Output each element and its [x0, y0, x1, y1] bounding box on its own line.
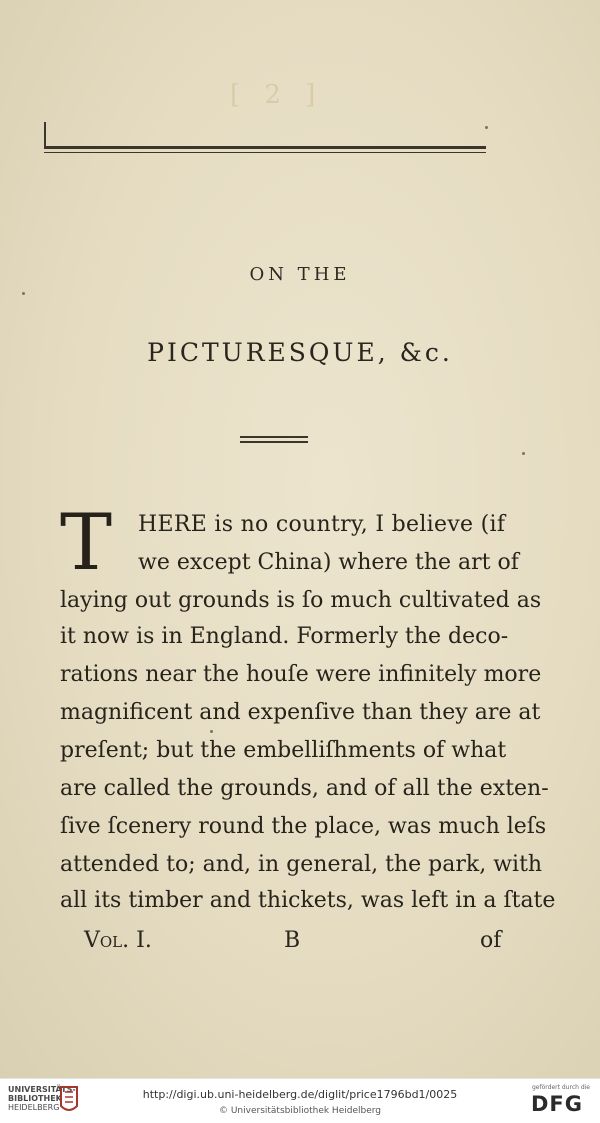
- catchword: of: [480, 928, 502, 953]
- dfg-logo: DFG: [531, 1092, 584, 1116]
- section-rule-bottom: [240, 441, 308, 443]
- body-line-first: HERE is no country, I believe (if: [138, 512, 506, 537]
- viewer-footer: [0, 1078, 600, 1123]
- section-rule-top: [240, 436, 308, 438]
- header-rule-thick: [44, 146, 486, 149]
- body-line: ſive ſcenery round the place, was much leſs: [60, 814, 547, 839]
- permalink[interactable]: http://digi.ub.uni-heidelberg.de/diglit/price1796bd1/0025: [142, 1088, 458, 1101]
- funding-note: gefördert durch die: [532, 1084, 590, 1091]
- copyright-notice: © Universitätsbibliothek Heidelberg: [218, 1106, 381, 1116]
- body-line: laying out grounds is ſo much cultivated as: [60, 588, 542, 613]
- library-name-line3: HEIDELBERG: [8, 1103, 60, 1112]
- speck: [485, 126, 488, 129]
- header-rule-thin: [44, 152, 486, 153]
- body-line: it now is in England. Formerly the deco-: [60, 624, 509, 649]
- speck: [210, 730, 213, 733]
- signature-volume: Vol. I.: [84, 928, 152, 953]
- faint-page-number-show-through: [ 2 ]: [230, 80, 324, 110]
- body-line: rations near the houſe were infinitely more: [60, 662, 542, 687]
- library-name-line2: BIBLIOTHEK: [8, 1094, 62, 1103]
- body-line: attended to; and, in general, the park, with: [60, 852, 543, 877]
- speck: [522, 452, 525, 455]
- body-line: preſent; but the embelliſhments of what: [60, 738, 507, 763]
- heading-picturesque: PICTURESQUE, &c.: [147, 338, 453, 367]
- signature-letter: B: [284, 928, 301, 953]
- body-line: are called the grounds, and of all the exten-: [60, 776, 549, 801]
- body-line: we except China) where the art of: [138, 550, 519, 575]
- body-line: all its timber and thickets, was left in a ſtate: [60, 888, 556, 913]
- drop-cap: T: [60, 498, 113, 588]
- speck: [22, 292, 25, 295]
- heading-on-the: ON THE: [249, 264, 351, 285]
- header-rule-tick: [44, 122, 46, 148]
- library-name-line1: UNIVERSITÄTS-: [8, 1085, 76, 1094]
- body-line: magnificent and expenſive than they are at: [60, 700, 541, 725]
